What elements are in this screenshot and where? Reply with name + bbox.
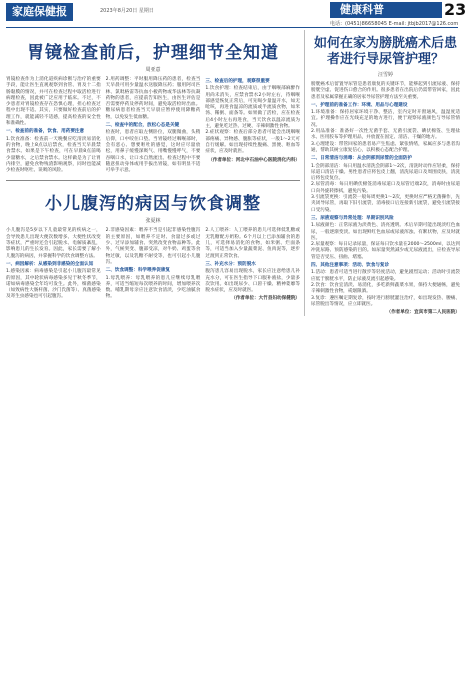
paragraph: 小儿腹泻是5岁以下儿童最常见的疾病之一，会导致患儿出现大便次数增多、大便性状改变等症状，严重时还会引起脱水、电解质紊乱，影响患儿的生长发育。因此，家长需要了解小儿腹泻的病因，并掌握科学的饮食调整方法。 <box>6 228 101 259</box>
subheading: 三、补充水分：预防脱水 <box>205 261 256 267</box>
paragraph: 3.复诊：遵医嘱定期复诊，按时进行膀胱灌注治疗，如出现发热、腰痛、尿管脱出等情况，应立即就医。 <box>311 295 460 307</box>
masthead-date: 2023年8月20日 星期日 <box>100 8 154 14</box>
masthead-contact: 电话：(0451)86658045 E-mail: jtbjb2017@126.com <box>330 21 459 27</box>
paragraph: 1.环境准备：保持居家环境干净、整洁，室内定时开窗通风，温湿度适宜。护理操作应在光线充足的地方进行，便于观察尿液颜色与导尿管情况。 <box>311 110 460 128</box>
article1-col3 <box>205 77 300 174</box>
subheading: 一、病因解析：从感染到非感染的全面认知 <box>6 261 94 267</box>
paragraph: 1.尿液颜色：正常尿液为淡黄色、清亮透明。术后早期可能出现淡红色血尿，一般逐渐变淡。如出现鲜红色血尿或尿液浑浊、有絮状物，应及时就医。 <box>311 223 460 241</box>
article1-col1 <box>6 77 101 174</box>
page-number: 23 <box>444 0 466 19</box>
article2-title: 小儿腹泻的病因与饮食调整 <box>45 194 261 215</box>
paragraph: 2.症状观察：检查后部分患者可能会出现咽喉部疼痛、异物感、腹胀等症状，一般1～2天可自行缓解。如出现持续性腹痛、黑便、呕血等症状，应及时就医。 <box>205 130 301 155</box>
paragraph: 1.饮食准备：检查前一天晚餐应吃清淡易消化的食物，晚上8点以后禁食，检查当天早晨禁食禁水。如果是下午检查，可在早晨8点前喝少量糖水，之后禁食禁水。这样做是为了让胃内排空，避免食物残渣影响观察，同时也能减少检查时呕吐、误吸的风险。 <box>6 136 101 174</box>
section-divider <box>6 180 300 181</box>
paragraph: 1.会阴部清洁：每日用温水清洗会阴部1～2次，清洗时动作应轻柔，保持尿道口清洁干燥。男性患者应将包皮上翻，清洗尿道口及周围皮肤，清洗后将包皮复位。 <box>311 163 460 182</box>
masthead-right-title: 健康科普 <box>330 2 442 18</box>
paragraph: 2.尿量观察：每日记录尿量，保证每日饮水量在2000～2500ml，以达到冲洗尿路、预防感染的目的。如尿量突然减少或无尿液流出，应检查导尿管是否受压、扭曲、堵塞。 <box>311 242 460 260</box>
article1-col2 <box>106 77 201 174</box>
subheading: 二、饮食调整：科学喂养促康复 <box>105 268 170 274</box>
paragraph: 检查时，患者应取左侧卧位，双腿微曲，头稍后仰，口中咬住口垫。当胃镜经过咽喉部时，会有恶心、想要呕吐的感觉，这时应尽量放松，用鼻子缓慢深吸气、用嘴慢慢呼气，不要吞咽口水，让口水自然流出。检查过程中不要随意扭动身体或用手拔出胃镜，如有明显不适可举手示意。 <box>105 130 201 174</box>
subheading: 二、检查中的配合，放松心态是关键 <box>105 123 180 129</box>
article1-title: 胃镜检查前后，护理细节全知道 <box>27 43 279 63</box>
paragraph: 2.用品准备：准备好一次性无菌手套、无菌引流袋、碘伏棉签、生理盐水、医用胶布等护理用品，并放置在固定、清洁、干燥的地方。 <box>311 129 460 141</box>
paragraph: 膀胱癌术后留置导尿管是患者康复的关键环节，能够起到引流尿液、保持膀胱空虚、促进伤口愈合的作用。很多患者在出院后仍需带管回家，因此患者及家属掌握正确的居家导尿管护理方法至关重要。 <box>311 82 460 100</box>
article3-byline: 汪雪婷 <box>377 72 393 78</box>
masthead <box>0 0 464 28</box>
paragraph: 2.人工喂养：人工喂养的患儿可选择低乳糖或无乳糖配方奶粉。6个月以上已添加辅食的患儿，可选择易消化的食物，如米粥、烂面条等，可适当加入少量蔬菜泥、鱼肉泥等，逐步过渡到正常饮食。 <box>205 228 301 259</box>
paragraph: 胃镜检查作为上消化道疾病诊断与治疗的重要手段，能让医生直观观察到食管、胃及十二指肠黏膜的情况，并可在检查过程中取活检进行病理检查，因此被广泛应用于临床。不过，不少患者对胃镜检查存在恐惧心理，担心检查过程中出现不适。其实，只要做好检查前后的护理工作，就能减轻不适感，提高检查的安全性和准确性。 <box>6 77 101 127</box>
paragraph: 2.饮食：饮食宜清淡、易消化，多吃新鲜蔬菜水果，保持大便通畅，避免辛辣刺激性食物，戒烟限酒。 <box>311 282 460 295</box>
subheading: 三、检查后的护理，观察很重要 <box>205 79 270 84</box>
paragraph: 1.饮食护理：检查结束后，由于咽喉部麻醉作用尚未消失，应禁食禁水2小时左右，待咽喉部感觉恢复正常后，可先喝少量温开水，如无呛咳，再进食温凉的流质或半流质食物，如米汤、稀粥、面条等。如果做了活检，应在检查后4小时左右再进食，当天饮食以温凉流质为主，避免吃过热、过硬、辛辣刺激性食物。 <box>205 86 301 130</box>
masthead-left-title: 家庭保健报 <box>6 3 73 21</box>
article1-credit: （作者单位：河北中石油中心医院消化内科） <box>208 157 301 163</box>
paragraph: 2.用药调整：平时服用降压药的患者，检查当天早晨可用少量温水送服降压药；服用阿司匹林、氯吡格雷等抗血小板药物或华法林等抗凝药物的患者，应提前告知医生，由医生评估是否需要停药及停药时间，避免取活检时出血。糖尿病患者检查当天早晨应暂停使用降糖药物，以免发生低血糖。 <box>105 77 201 120</box>
article2-credit: （作者单位：大竹县妇幼保健院） <box>231 296 301 302</box>
article2-col3 <box>205 228 300 302</box>
right-column <box>304 30 460 316</box>
paragraph: 1.活动：患者可适当进行散步等轻度活动，避免剧烈运动；活动时引流袋应低于膀胱水平，防止尿液反流引起感染。 <box>311 270 460 282</box>
article2-col2 <box>106 228 201 302</box>
paragraph: 1.感染因素：病毒感染是引起小儿腹泻最常见的原因，其中轮状病毒感染多见于秋冬季节，诺如病毒感染全年均可发生。此外，细菌感染（如致病性大肠杆菌、沙门氏菌等）、真菌感染及寄生虫感染也可引起腹泻。 <box>6 269 101 300</box>
left-column <box>6 30 300 303</box>
article1-byline: 周亚意 <box>145 67 161 73</box>
paragraph: 3.心理建设：带管回家的患者易产生焦虑、紧张情绪，家属应多与患者沟通，帮助其树立康复信心，以积极心态配合护理。 <box>311 141 460 153</box>
article2-byline: 张夏林 <box>145 218 161 225</box>
paragraph: 2.非感染因素：喂养不当是引起非感染性腹泻的主要原因，如喂养不定时、食量过多或过少、过早添加辅食、突然改变食物品种等。此外，气候突变、腹部受凉，对牛奶、鸡蛋等食物过敏，以及乳糖不耐受等，也可引起小儿腹泻。 <box>105 228 201 265</box>
article2-body <box>6 228 300 302</box>
top-rule <box>6 27 458 28</box>
article2-col1 <box>6 228 101 302</box>
subheading: 一、检查前的准备，饮食、用药要注意 <box>6 129 85 135</box>
paragraph: 1.母乳喂养：母乳喂养的患儿应继续母乳喂养，可适当缩短每次喂养的时间，增加喂养次数。哺乳期母亲应注意饮食清淡，少吃油腻食物。 <box>105 275 201 300</box>
article3-title: 如何在家为膀胱癌术后患者进行导尿管护理？ <box>313 36 457 67</box>
article1-body <box>6 77 300 174</box>
subheading: 二、日常清洁与消毒：从会阴部到尿管的全面防护 <box>311 156 413 162</box>
article3-credit: （作者单位：宜宾市第二人民医院） <box>386 310 460 316</box>
article3-body <box>311 82 460 316</box>
paragraph: 2.尿管消毒：每日用碘伏棉签消毒尿道口及尿管近端2次，消毒时由尿道口向外旋转擦拭，避免污染。 <box>311 182 460 194</box>
subheading: 一、护理前的准备工作：环境、用品与心理建设 <box>311 102 408 108</box>
subheading: 四、其他注意事项：活动、饮食与复诊 <box>311 263 390 269</box>
paragraph: 腹泻患儿容易出现脱水，家长应注意给患儿补充水分，可在医生指导下口服补液盐，少量多次饮用。如出现尿少、口唇干燥、精神萎靡等脱水症状，应及时就医。 <box>205 269 301 294</box>
subheading: 三、尿液观察与异常处理：早期识别风险 <box>311 215 394 221</box>
paragraph: 3.引流袋更换：引流袋一般每周更换1～2次，更换时应严格无菌操作，先夹闭导尿管，再取下旧引流袋，消毒接口后连接新引流袋，避免引流袋接口受污染。 <box>311 195 460 213</box>
